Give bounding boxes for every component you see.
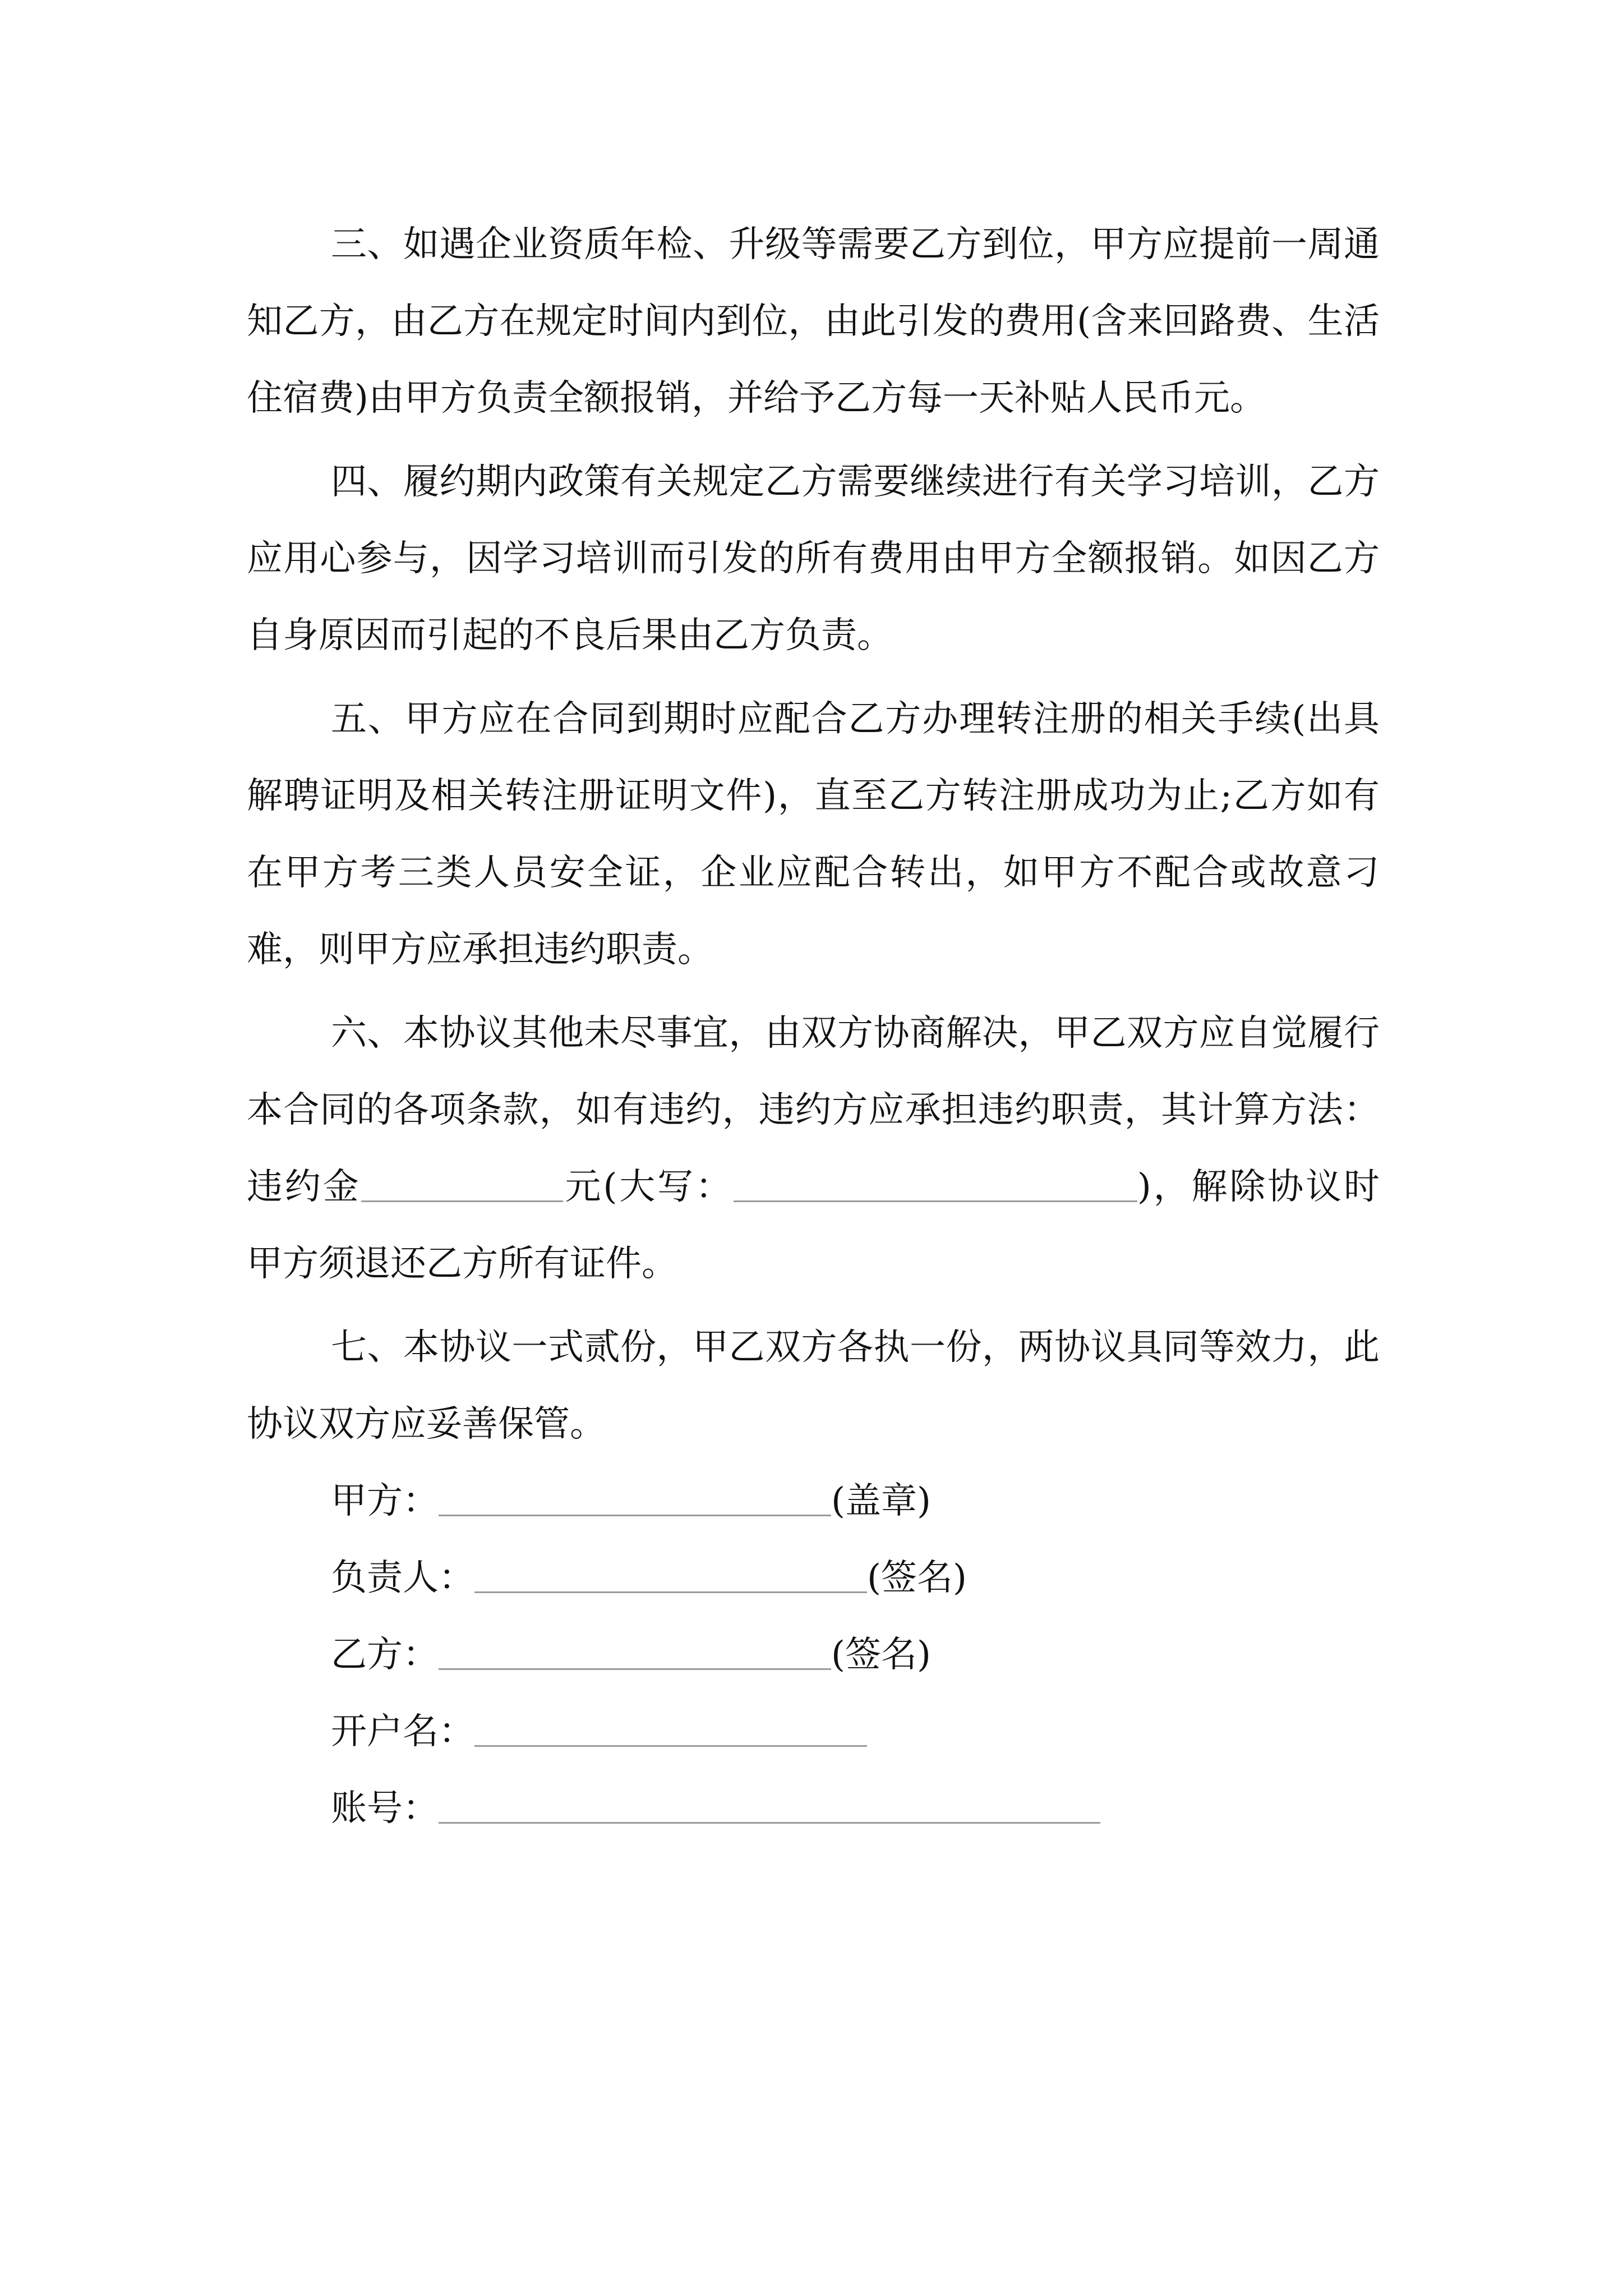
clause-5: 五、甲方应在合同到期时应配合乙方办理转注册的相关手续(出具解聘证明及相关转注册证明文件)，直至乙方转注册成功为止;乙方如有在甲方考三类人员安全证，企业应配合转出，如甲方不配合或故意刁难，则甲方应承担违约职责。	[247, 698, 1380, 970]
document-body	[247, 206, 1380, 1847]
clause-6	[247, 995, 1380, 1303]
responsible-person-label: 负责人：	[331, 1557, 474, 1599]
account-name-blank	[474, 1711, 867, 1747]
clause-6-text-c: )，解除协议时甲方须退还乙方所有证件。	[247, 1166, 1380, 1285]
clause-7: 七、本协议一式贰份，甲乙双方各执一份，两协议具同等效力，此协议双方应妥善保管。	[247, 1327, 1380, 1445]
party-b-sign-note: (签名)	[831, 1634, 931, 1676]
party-b-signature-row	[247, 1617, 1380, 1694]
party-a-blank	[439, 1481, 831, 1516]
clause-4: 四、履约期内政策有关规定乙方需要继续进行有关学习培训，乙方应用心参与，因学习培训而引发的所有费用由甲方全额报销。如因乙方自身原因而引起的不良后果由乙方负责。	[247, 461, 1380, 656]
party-a-seal-note: (盖章)	[831, 1480, 931, 1522]
account-number-label: 账号：	[331, 1788, 439, 1829]
clause-6-text-a: 六、本协议其他未尽事宜，由双方协商解决，甲乙双方应自觉履行本合同的各项条款，如有违约，违约方应承担违约职责，其计算方法：违约金	[247, 1013, 1380, 1208]
penalty-amount-blank	[361, 1167, 563, 1202]
party-b-blank	[439, 1635, 831, 1670]
account-name-label: 开户名：	[331, 1711, 474, 1752]
party-a-signature-row	[247, 1463, 1380, 1540]
account-name-row	[247, 1694, 1380, 1770]
party-b-label: 乙方：	[331, 1634, 439, 1676]
responsible-person-blank	[474, 1558, 867, 1593]
party-a-label: 甲方：	[331, 1480, 439, 1522]
penalty-amount-words-blank	[734, 1167, 1137, 1202]
clause-6-text-b: 元(大写：	[562, 1166, 734, 1208]
responsible-person-sign-note: (签名)	[867, 1557, 967, 1599]
responsible-person-signature-row	[247, 1540, 1380, 1617]
account-number-blank	[439, 1788, 1100, 1824]
account-number-row	[247, 1770, 1380, 1847]
clause-3: 三、如遇企业资质年检、升级等需要乙方到位，甲方应提前一周通知乙方，由乙方在规定时间内到位，由此引发的费用(含来回路费、生活住宿费)由甲方负责全额报销，并给予乙方每一天补贴人民币元。	[247, 224, 1380, 419]
